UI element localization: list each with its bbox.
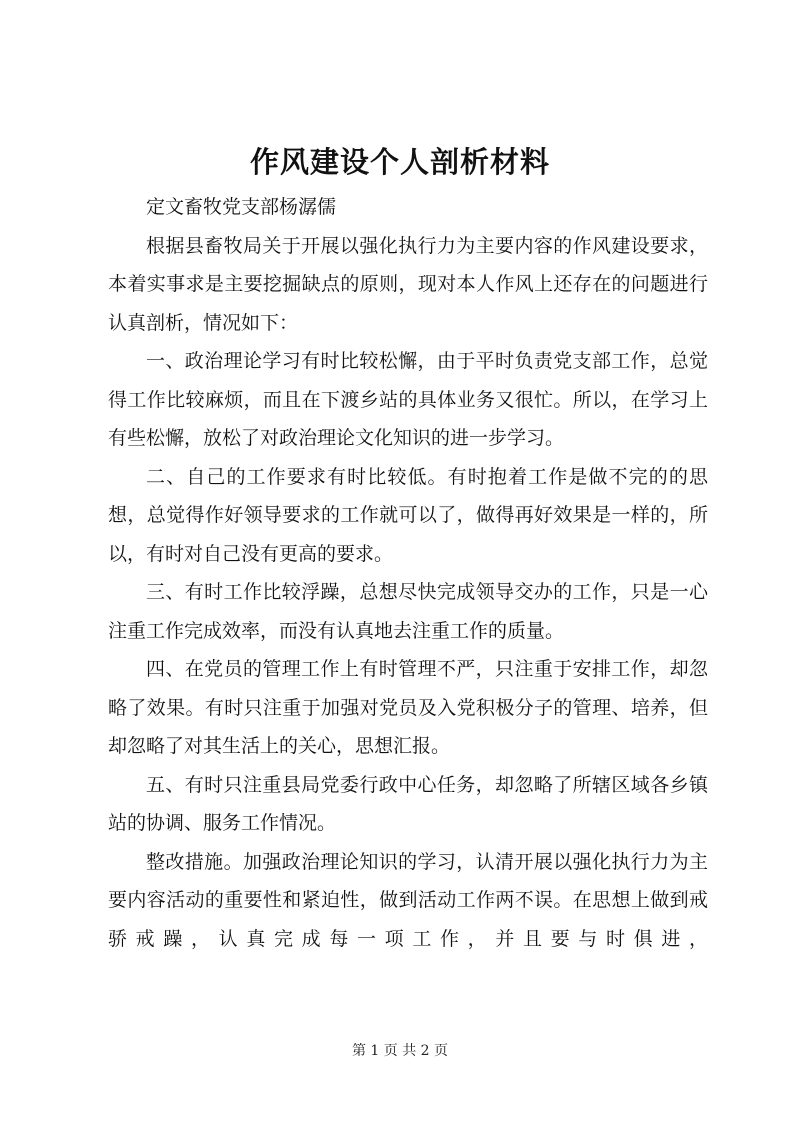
document-body [108,188,708,958]
author-line: 定文畜牧党支部杨潺儒 [146,196,337,218]
paragraph-item-4: 四、在党员的管理工作上有时管理不严，只注重于安排工作，却忽略了效果。有时只注重于加强对党员及入党积极分子的管理、培养，但却忽略了对其生活上的关心，思想汇报。 [108,658,708,757]
paragraph-item-5: 五、有时只注重县局党委行政中心任务，却忽略了所辖区域各乡镇站的协调、服务工作情况。 [108,773,708,834]
paragraph-item-1: 一、政治理论学习有时比较松懈，由于平时负责党支部工作，总觉得工作比较麻烦，而且在下渡乡站的具体业务又很忙。所以，在学习上有些松懈，放松了对政治理论文化知识的进一步学习。 [108,350,708,449]
paragraph-item-2: 二、自己的工作要求有时比较低。有时抱着工作是做不完的的思想，总觉得作好领导要求的工作就可以了，做得再好效果是一样的，所以，有时对自己没有更高的要求。 [108,465,708,565]
document-title: 作风建设个人剖析材料 [249,145,550,179]
page-footer: 第 1 页 共 2 页 [351,1043,449,1059]
paragraph-intro: 根据县畜牧局关于开展以强化执行力为主要内容的作风建设要求，本着实事求是主要挖掘缺点的原则，现对本人作风上还存在的问题进行认真剖析，情况如下： [108,234,708,334]
paragraph-measures: 整改措施。加强政治理论知识的学习，认清开展以强化执行力为主要内容活动的重要性和紧迫性，做到活动工作两不误。在思想上做到戒骄戒躁，认真完成每一项工作，并且要与时俱进， [108,850,708,950]
paragraph-item-3: 三、有时工作比较浮躁，总想尽快完成领导交办的工作，只是一心注重工作完成效率，而没有认真地去注重工作的质量。 [108,581,708,642]
